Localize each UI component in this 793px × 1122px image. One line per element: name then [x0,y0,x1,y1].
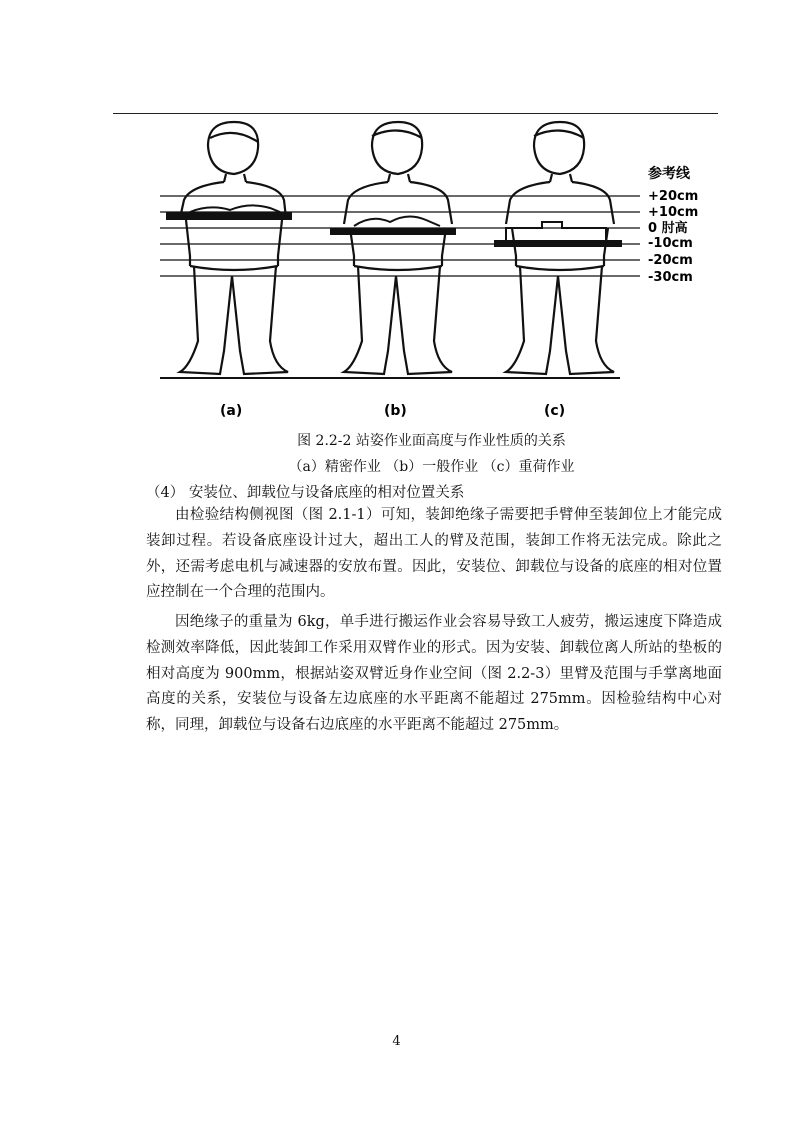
paragraph-1: 由检验结构侧视图（图 2.1-1）可知，装卸绝缘子需要把手臂伸至装卸位上才能完成装卸过程。若设备底座设计过大，超出工人的臂及范围，装卸工作将无法完成。除此之外，还需考虑电机与减速器的安放布置。因此，安装位、卸载位与设备的底座的相对位置应控制在一个合理的范围内。 [146,507,722,601]
person-c-icon [506,122,614,374]
ref-label-elbow: 0 肘高 [648,221,688,236]
hands-b [354,216,440,226]
heavy-load-c [506,222,606,240]
ref-label-minus30: -30cm [648,270,693,285]
figure-subcaption: （a）精密作业 （b）一般作业 （c）重荷作业 [288,459,575,475]
panel-label-c: (c) [544,403,566,419]
ref-label-plus10: +10cm [648,205,699,220]
person-a-icon [180,122,288,374]
ref-title: 参考线 [648,166,690,182]
paragraph-2: 因绝缘子的重量为 6kg，单手进行搬运作业会容易导致工人疲劳，搬运速度下降造成检测效率降低，因此装卸工作采用双臂作业的形式。因为安装、卸载位离人所站的垫板的相对高度为 900mm，根据站姿双臂近身作业空间（图 2.2-3）里臂及范围与手掌离地面高度的关系，安装位与设备左边底座的水平距离不能超过 275mm。因检验结构中心对称，同理，卸载位与设备右边底座的水平距离不能超过 275mm。 [146,614,722,734]
worktable-b [330,228,456,235]
worktable-a [166,212,292,220]
header-rule [113,113,718,114]
panel-label-b: (b) [384,403,407,419]
figure-caption: 图 2.2-2 站姿作业面高度与作业性质的关系 [297,433,566,449]
reference-lines [160,196,640,276]
worktable-c [494,240,622,247]
person-b-icon [344,122,452,374]
ref-label-minus10: -10cm [648,236,693,251]
ref-label-minus20: -20cm [648,253,693,268]
page-number: 4 [392,1034,401,1049]
work-height-figure [150,116,710,426]
hands-a [190,205,280,212]
section-heading: （4） 安装位、卸载位与设备底座的相对位置关系 [146,485,465,501]
figure-illustration [150,116,710,426]
panel-label-a: (a) [220,403,243,419]
ref-label-plus20: +20cm [648,189,699,204]
